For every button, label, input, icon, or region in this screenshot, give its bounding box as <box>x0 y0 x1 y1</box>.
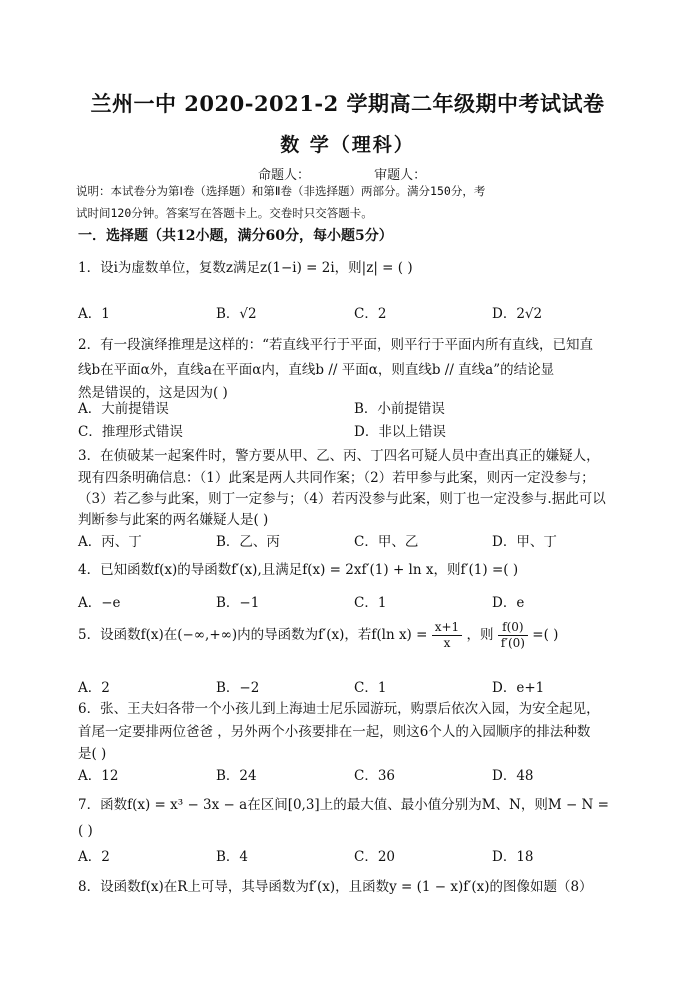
question-6-options <box>78 764 638 786</box>
q1-option-b: B．√2 <box>216 306 257 322</box>
q5-frac1-numerator: x+1 <box>432 620 462 636</box>
q3-option-d: D．甲、丁 <box>492 534 557 550</box>
section-heading: 一．选择题（共12小题，满分60分，每小题5分） <box>78 228 393 244</box>
q5-option-c: C．1 <box>354 680 387 696</box>
q2-option-b: B．小前提错误 <box>354 401 445 417</box>
instructions-line-2: 试时间120分钟。答案写在答题卡上。交卷时只交答题卡。 <box>76 206 373 220</box>
instructions-line-1: 说明：本试卷分为第Ⅰ卷（选择题）和第Ⅱ卷（非选择题）两部分。满分150分，考 <box>76 184 486 198</box>
question-5-options <box>78 676 638 698</box>
q5-frac2-numerator: f(0) <box>498 620 528 636</box>
q4-option-d: D．e <box>492 595 525 611</box>
q5-option-b: B．−2 <box>216 680 260 696</box>
q5-fraction-1 <box>432 620 462 651</box>
reviewer-label: 审题人： <box>374 168 427 183</box>
question-2-line-2: 线b在平面α外，直线a在平面α内，直线b // 平面α，则直线b // 直线a”的结论显 <box>78 362 555 378</box>
question-2-line-3: 然是错误的，这是因为( ) <box>78 385 228 401</box>
q7-option-c: C．20 <box>354 849 396 865</box>
q1-option-c: C．2 <box>354 306 387 322</box>
q3-option-a: A．丙、丁 <box>78 534 142 550</box>
question-7-options <box>78 845 638 867</box>
q5-frac1-denominator: x <box>443 636 451 650</box>
q5-stem-middle: ，则 <box>466 627 494 643</box>
q7-option-a: A．2 <box>78 849 110 865</box>
q6-option-b: B．24 <box>216 768 257 784</box>
q1-option-d: D．2√2 <box>492 306 543 322</box>
q4-option-a: A．−e <box>78 595 121 611</box>
q5-frac2-denominator: f′(0) <box>500 636 525 650</box>
q4-option-b: B．−1 <box>216 595 260 611</box>
question-6-line-2: 首尾一定要排两位爸爸 ，另外两个小孩要排在一起，则这6个人的入园顺序的排法种数 <box>78 724 591 740</box>
q1-option-a: A．1 <box>78 306 110 322</box>
question-8-line-1: 8．设函数f(x)在R上可导，其导函数为f′(x)，且函数y = (1 − x)f′(x)的图像如题（8） <box>78 879 593 895</box>
question-3-line-3: （3）若乙参与此案，则丁一定参与；（4）若丙没参与此案，则丁也一定没参与.据此可以 <box>78 491 606 507</box>
q5-fraction-2 <box>498 620 528 651</box>
question-3-line-1: 3．在侦破某一起案件时，警方要从甲、乙、丙、丁四名可疑人员中查出真正的嫌疑人， <box>78 448 600 464</box>
question-1-options <box>78 302 638 324</box>
q2-option-c: C．推理形式错误 <box>78 424 183 440</box>
question-5-stem <box>78 620 558 651</box>
q3-option-c: C．甲、乙 <box>354 534 419 550</box>
question-3-line-2: 现有四条明确信息：（1）此案是两人共同作案；（2）若甲参与此案，则丙一定没参与； <box>78 470 595 486</box>
question-2-options-row-2 <box>78 420 638 442</box>
q2-option-a: A．大前提错误 <box>78 401 169 417</box>
q3-option-b: B．乙、丙 <box>216 534 280 550</box>
exam-subtitle: 数 学（理科） <box>280 134 415 156</box>
q4-option-c: C．1 <box>354 595 387 611</box>
q5-option-a: A．2 <box>78 680 110 696</box>
question-6-line-3: 是( ) <box>78 746 107 762</box>
q6-option-a: A．12 <box>78 768 119 784</box>
q2-option-d: D．非以上错误 <box>354 424 446 440</box>
question-2-line-1: 2．有一段演绎推理是这样的：“若直线平行于平面，则平行于平面内所有直线，已知直 <box>78 337 593 353</box>
question-6-line-1: 6．张、王夫妇各带一个小孩儿到上海迪士尼乐园游玩，购票后依次入园，为安全起见， <box>78 701 600 717</box>
exam-title: 兰州一中 2020-2021-2 学期高二年级期中考试试卷 <box>90 91 605 116</box>
question-1-stem: 1．设i为虚数单位，复数z满足z(1−i) = 2i，则|z| = ( ) <box>78 260 413 276</box>
q7-option-b: B．4 <box>216 849 249 865</box>
question-4-options <box>78 591 638 613</box>
question-7-line-2: ( ) <box>78 823 93 839</box>
question-3-options <box>78 530 638 552</box>
question-2-options-row-1 <box>78 397 638 419</box>
q7-option-d: D．18 <box>492 849 534 865</box>
q5-stem-end: =( ) <box>532 627 559 643</box>
question-3-line-4: 判断参与此案的两名嫌疑人是( ) <box>78 512 269 528</box>
setter-label: 命题人： <box>258 168 311 183</box>
q6-option-c: C．36 <box>354 768 396 784</box>
q5-stem-start: 5．设函数f(x)在(−∞,+∞)内的导函数为f′(x)，若f(ln x) = <box>78 627 428 643</box>
q6-option-d: D．48 <box>492 768 534 784</box>
question-4-stem: 4．已知函数f(x)的导函数f′(x),且满足f(x) = 2xf′(1) + ln x，则f′(1) =( ) <box>78 562 519 578</box>
q5-option-d: D．e+1 <box>492 680 545 696</box>
question-7-line-1: 7．函数f(x) = x³ − 3x − a在区间[0,3]上的最大值、最小值分别为M、N，则M − N = <box>78 797 609 813</box>
